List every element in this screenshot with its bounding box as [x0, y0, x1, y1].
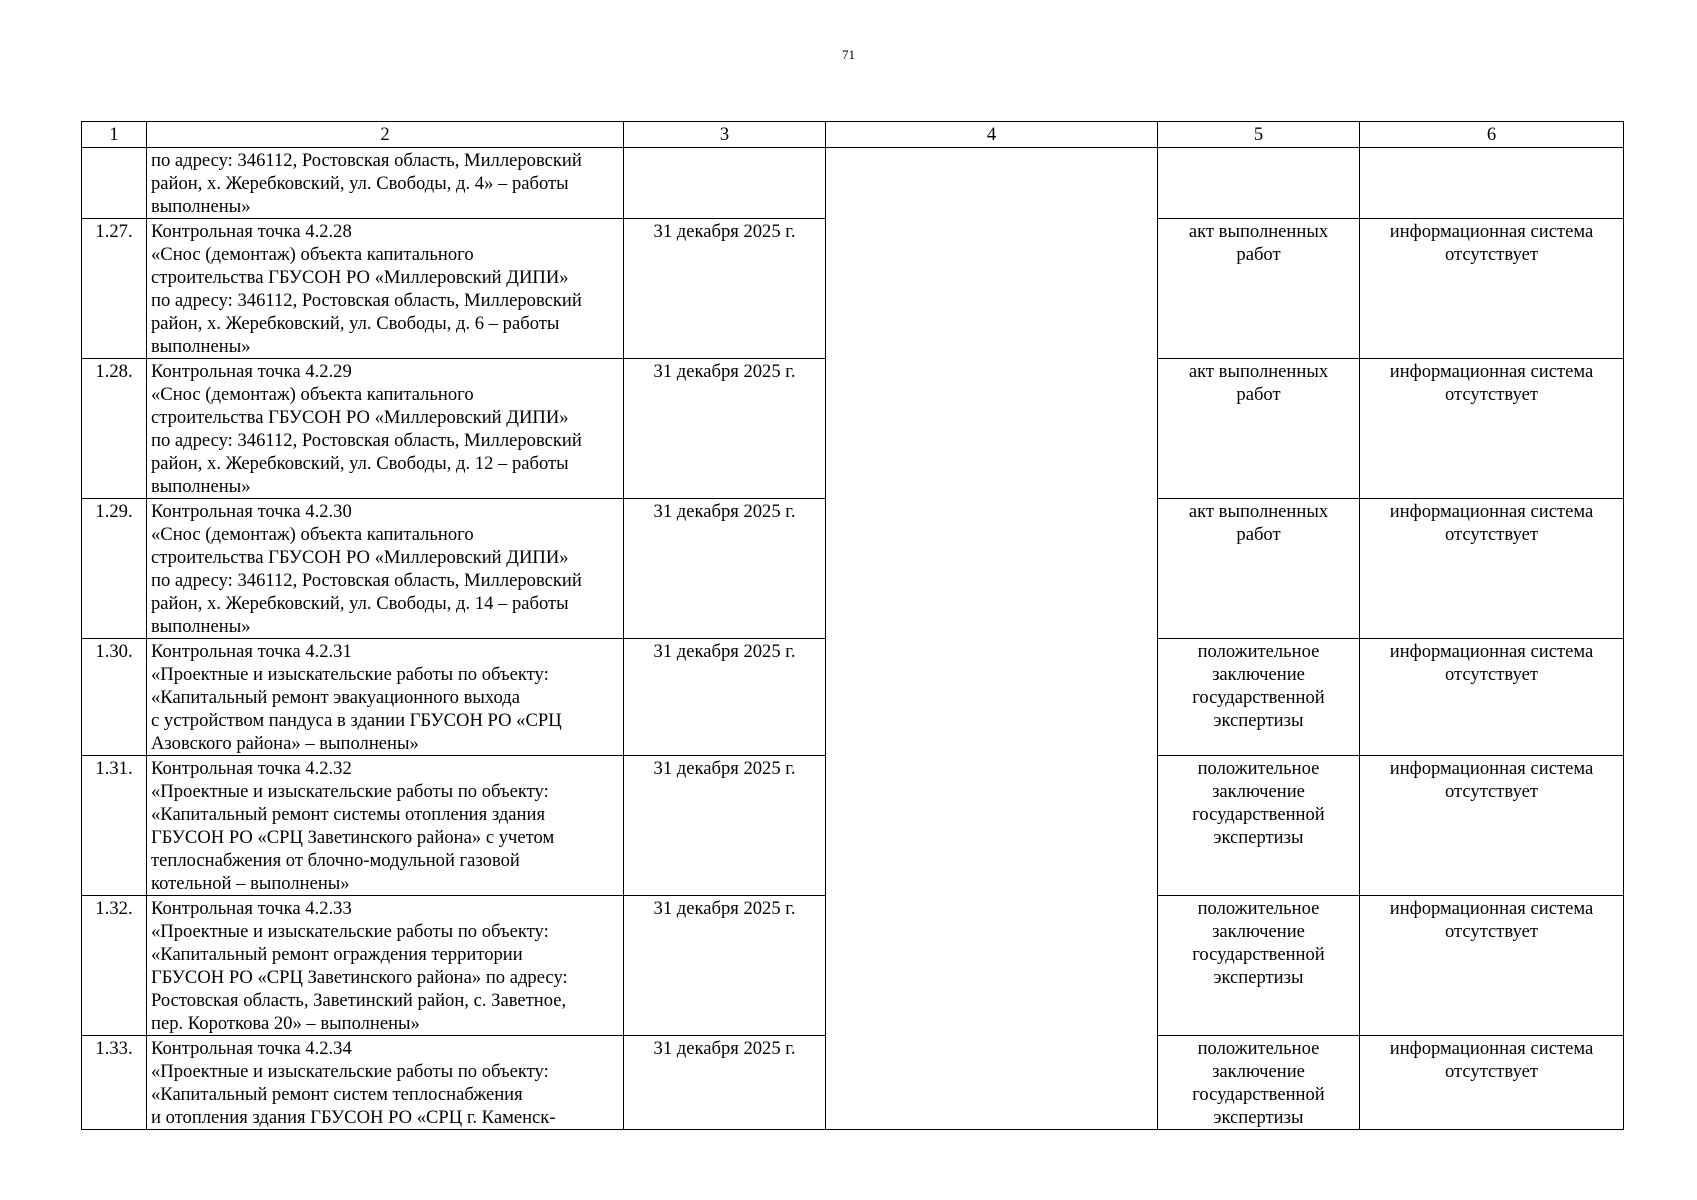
information-system-line: информационная система — [1389, 898, 1594, 919]
control-point-text-line: по адресу: 346112, Ростовская область, Миллеровский — [151, 570, 582, 591]
control-point-text-line: «Капитальный ремонт ограждения территории — [151, 944, 523, 965]
confirming-document-line: положительное — [1197, 1038, 1320, 1059]
control-point-text-line: «Капитальный ремонт систем теплоснабжения — [151, 1084, 523, 1105]
control-point-text-line: «Проектные и изыскательские работы по объекту: — [151, 664, 549, 685]
information-system-line: отсутствует — [1444, 384, 1538, 405]
control-point-text-line: «Капитальный ремонт эвакуационного выхода — [151, 687, 520, 708]
page-number: 71 — [842, 47, 855, 62]
information-system-line: информационная система — [1389, 501, 1594, 522]
control-point-text-line: Контрольная точка 4.2.33 — [151, 898, 352, 919]
control-point-text-line: «Снос (демонтаж) объекта капитального — [151, 524, 474, 545]
deadline-date: 31 декабря 2025 г. — [624, 219, 826, 359]
control-point-text-line: Контрольная точка 4.2.31 — [151, 641, 352, 662]
confirming-document-line: акт выполненных — [1188, 361, 1329, 382]
control-point-text-line: «Проектные и изыскательские работы по объекту: — [151, 781, 549, 802]
column-header-1: 1 — [82, 122, 147, 148]
column-header-2: 2 — [147, 122, 624, 148]
confirming-document-line: экспертизы — [1213, 827, 1304, 848]
confirming-document-line: положительное — [1197, 758, 1320, 779]
control-point-text-line: с устройством пандуса в здании ГБУСОН РО «СРЦ — [151, 710, 562, 731]
control-point-text-line: Ростовская область, Заветинский район, с. Заветное, — [151, 990, 567, 1011]
confirming-document-line: государственной — [1192, 687, 1325, 708]
information-system-line: информационная система — [1389, 641, 1594, 662]
control-point-text-line: ГБУСОН РО «СРЦ Заветинского района» по адресу: — [151, 967, 568, 988]
control-point-text-line: район, х. Жеребковский, ул. Свободы, д. 4» – работы — [151, 173, 569, 194]
confirming-document — [1158, 359, 1360, 499]
table-body — [82, 148, 1624, 1130]
control-point-text — [147, 359, 624, 499]
control-point-text-line: по адресу: 346112, Ростовская область, Миллеровский — [151, 290, 582, 311]
information-system-line: отсутствует — [1444, 664, 1538, 685]
information-system — [1360, 499, 1624, 639]
row-number: 1.33. — [82, 1036, 147, 1130]
information-system — [1360, 359, 1624, 499]
control-point-text-line: пер. Короткова 20» – выполнены» — [151, 1013, 420, 1034]
control-point-text-line: Контрольная точка 4.2.29 — [151, 361, 352, 382]
control-point-text-line: «Проектные и изыскательские работы по объекту: — [151, 1061, 549, 1082]
confirming-document-line: акт выполненных — [1188, 501, 1329, 522]
confirming-document — [1158, 896, 1360, 1036]
deadline-date: 31 декабря 2025 г. — [624, 639, 826, 756]
control-point-text-line: «Капитальный ремонт системы отопления здания — [151, 804, 546, 825]
column-header-6: 6 — [1360, 122, 1624, 148]
confirming-document — [1158, 499, 1360, 639]
control-point-text-line: выполнены» — [151, 196, 251, 217]
control-point-text-line: теплоснабжения от блочно-модульной газовой — [151, 850, 520, 871]
information-system — [1360, 896, 1624, 1036]
confirming-document-line: государственной — [1192, 1084, 1325, 1105]
deadline-date: 31 декабря 2025 г. — [624, 1036, 826, 1130]
control-point-text-line: Контрольная точка 4.2.34 — [151, 1038, 352, 1059]
control-point-text-line: район, х. Жеребковский, ул. Свободы, д. 6 – работы — [151, 313, 560, 334]
information-system-line: отсутствует — [1444, 524, 1538, 545]
information-system-line: информационная система — [1389, 1038, 1594, 1059]
control-point-text — [147, 499, 624, 639]
confirming-document — [1158, 148, 1360, 219]
column-header-5: 5 — [1158, 122, 1360, 148]
confirming-document-line: государственной — [1192, 804, 1325, 825]
information-system-line: отсутствует — [1444, 1061, 1538, 1082]
information-system-line: информационная система — [1389, 361, 1594, 382]
confirming-document-line: заключение — [1212, 781, 1305, 802]
control-point-text-line: ГБУСОН РО «СРЦ Заветинского района» с учетом — [151, 827, 555, 848]
row-number: 1.27. — [82, 219, 147, 359]
information-system — [1360, 1036, 1624, 1130]
control-point-text — [147, 896, 624, 1036]
control-point-text — [147, 219, 624, 359]
row-number — [82, 148, 147, 219]
control-point-text-line: выполнены» — [151, 616, 251, 637]
deadline-date: 31 декабря 2025 г. — [624, 499, 826, 639]
confirming-document — [1158, 219, 1360, 359]
confirming-document-line: заключение — [1212, 921, 1305, 942]
confirming-document-line: экспертизы — [1213, 967, 1304, 988]
control-point-text — [147, 639, 624, 756]
confirming-document-line: работ — [1236, 384, 1281, 405]
control-point-text-line: строительства ГБУСОН РО «Миллеровский ДИПИ» — [151, 547, 569, 568]
control-point-text-line: по адресу: 346112, Ростовская область, Миллеровский — [151, 430, 582, 451]
table-header-row — [82, 122, 1624, 148]
control-point-text-line: и отопления здания ГБУСОН РО «СРЦ г. Каменск- — [151, 1107, 556, 1128]
confirming-document-line: экспертизы — [1213, 1107, 1304, 1128]
row-number: 1.31. — [82, 756, 147, 896]
control-point-text — [147, 148, 624, 219]
confirming-document — [1158, 639, 1360, 756]
control-point-text-line: по адресу: 346112, Ростовская область, Миллеровский — [151, 150, 582, 171]
confirming-document-line: работ — [1236, 524, 1281, 545]
confirming-document-line: положительное — [1197, 641, 1320, 662]
control-points-table — [81, 121, 1624, 1130]
deadline-date: 31 декабря 2025 г. — [624, 756, 826, 896]
row-number: 1.30. — [82, 639, 147, 756]
deadline-date: 31 декабря 2025 г. — [624, 896, 826, 1036]
information-system — [1360, 148, 1624, 219]
information-system — [1360, 219, 1624, 359]
control-point-text-line: район, х. Жеребковский, ул. Свободы, д. 14 – работы — [151, 593, 569, 614]
control-point-text — [147, 756, 624, 896]
control-point-text — [147, 1036, 624, 1130]
control-point-text-line: строительства ГБУСОН РО «Миллеровский ДИПИ» — [151, 407, 569, 428]
confirming-document-line: заключение — [1212, 664, 1305, 685]
control-point-text-line: Контрольная точка 4.2.32 — [151, 758, 352, 779]
confirming-document — [1158, 756, 1360, 896]
confirming-document-line: государственной — [1192, 944, 1325, 965]
deadline-date: 31 декабря 2025 г. — [624, 359, 826, 499]
confirming-document-line: заключение — [1212, 1061, 1305, 1082]
confirming-document — [1158, 1036, 1360, 1130]
column-header-4: 4 — [826, 122, 1158, 148]
row-number: 1.32. — [82, 896, 147, 1036]
control-point-text-line: выполнены» — [151, 476, 251, 497]
confirming-document-line: акт выполненных — [1188, 221, 1329, 242]
control-point-text-line: Азовского района» – выполнены» — [151, 733, 419, 754]
control-point-text-line: район, х. Жеребковский, ул. Свободы, д. 12 – работы — [151, 453, 569, 474]
row-number: 1.28. — [82, 359, 147, 499]
control-point-text-line: Контрольная точка 4.2.30 — [151, 501, 352, 522]
table-row — [82, 148, 1624, 219]
column-header-3: 3 — [624, 122, 826, 148]
control-point-text-line: Контрольная точка 4.2.28 — [151, 221, 352, 242]
control-point-text-line: «Снос (демонтаж) объекта капитального — [151, 384, 474, 405]
control-point-text-line: «Проектные и изыскательские работы по объекту: — [151, 921, 549, 942]
information-system-line: информационная система — [1389, 221, 1594, 242]
confirming-document-line: работ — [1236, 244, 1281, 265]
control-point-text-line: «Снос (демонтаж) объекта капитального — [151, 244, 474, 265]
information-system-line: информационная система — [1389, 758, 1594, 779]
deadline-date — [624, 148, 826, 219]
control-point-text-line: выполнены» — [151, 336, 251, 357]
information-system-line: отсутствует — [1444, 244, 1538, 265]
row-number: 1.29. — [82, 499, 147, 639]
column-4-merged-cell — [826, 148, 1158, 1130]
information-system — [1360, 756, 1624, 896]
control-point-text-line: строительства ГБУСОН РО «Миллеровский ДИПИ» — [151, 267, 569, 288]
information-system-line: отсутствует — [1444, 781, 1538, 802]
information-system-line: отсутствует — [1444, 921, 1538, 942]
control-point-text-line: котельной – выполнены» — [151, 873, 350, 894]
confirming-document-line: экспертизы — [1213, 710, 1304, 731]
confirming-document-line: положительное — [1197, 898, 1320, 919]
information-system — [1360, 639, 1624, 756]
